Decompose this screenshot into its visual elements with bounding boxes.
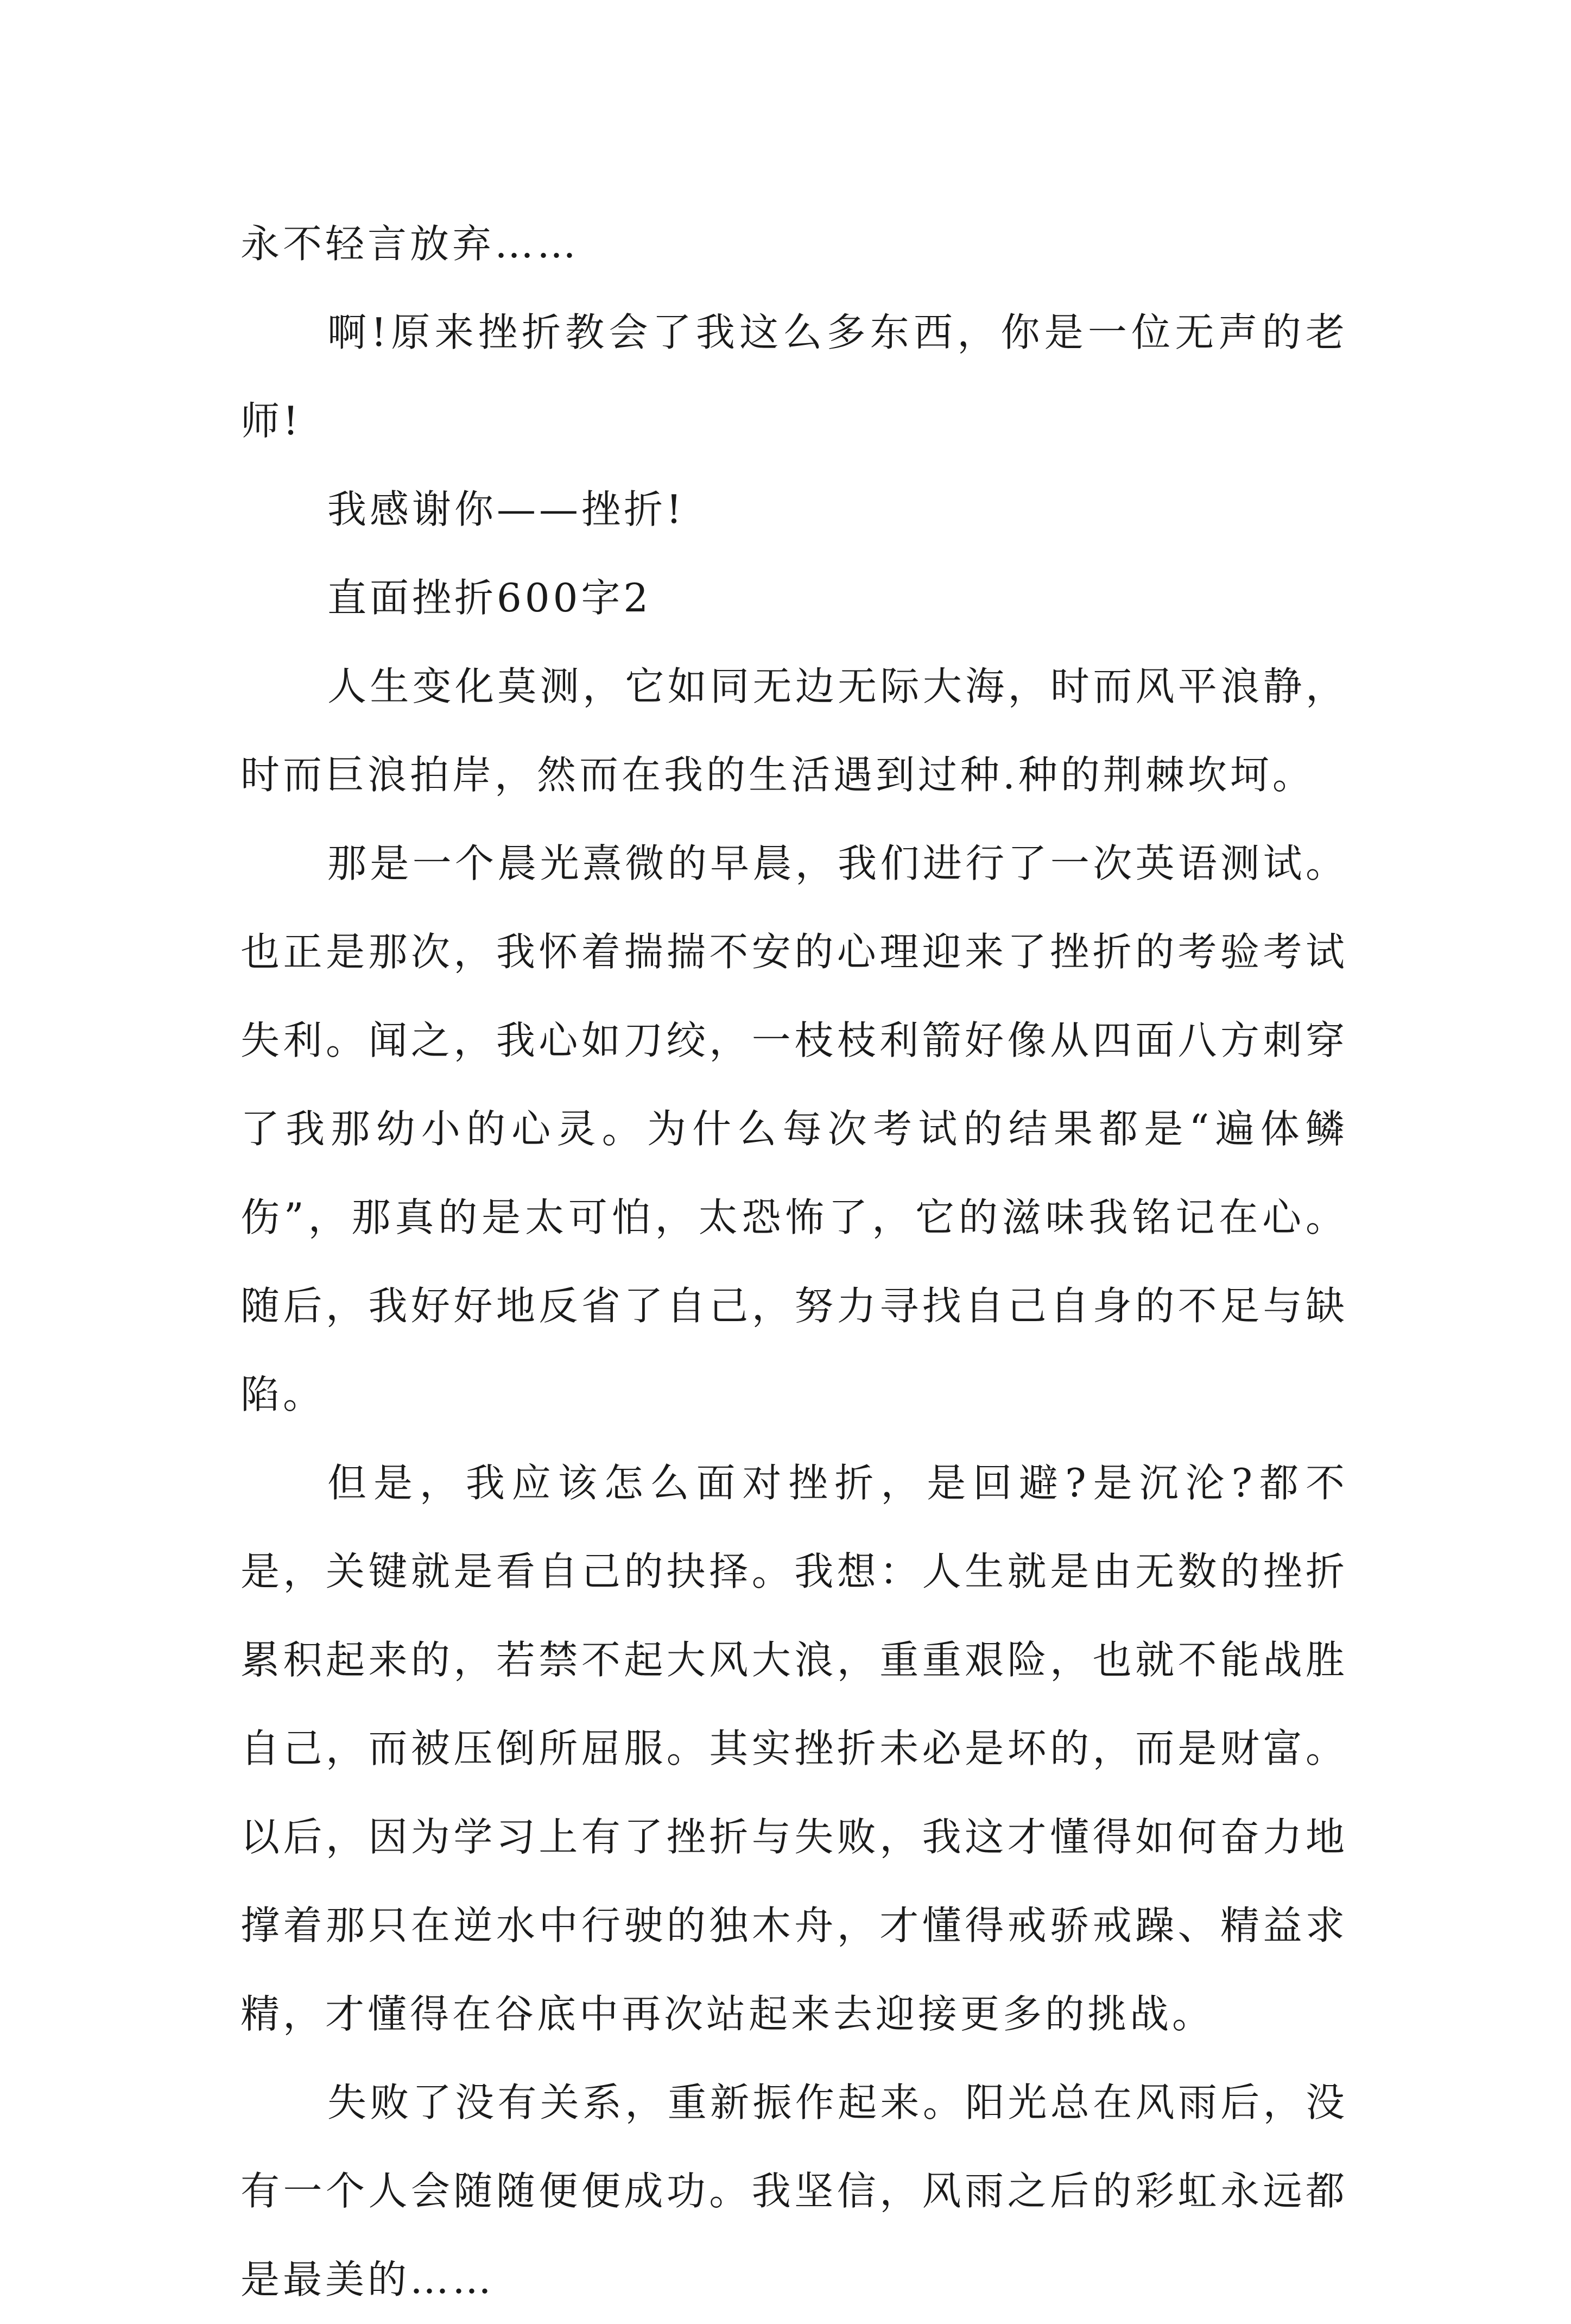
section-heading: 直面挫折600字2: [327, 575, 652, 621]
paragraph: 啊!原来挫折教会了我这么多东西，你是一位无声的老师!: [240, 310, 1348, 444]
paragraph: 失败了没有关系，重新振作起来。阳光总在风雨后，没有一个人会随随便便成功。我坚信，风雨之后的彩虹永远都是最美的……: [240, 2080, 1348, 2302]
paragraph: 人生变化莫测，它如同无边无际大海，时而风平浪静，时而巨浪拍岸，然而在我的生活遇到过种.种的荆棘坎坷。: [240, 664, 1348, 798]
paragraph: 那是一个晨光熹微的早晨，我们进行了一次英语测试。也正是那次，我怀着揣揣不安的心理迎来了挫折的考验考试失利。闻之，我心如刀绞，一枝枝利箭好像从四面八方刺穿了我那幼小的心灵。为什么每次考试的结果都是“遍体鳞伤”，那真的是太可怕，太恐怖了，它的滋味我铭记在心。随后，我好好地反省了自己，努力寻找自己自身的不足与缺陷。: [240, 841, 1348, 1417]
document-body: [240, 200, 1348, 2324]
paragraph: 但是，我应该怎么面对挫折，是回避?是沉沦?都不是，关键就是看自己的抉择。我想：人生就是由无数的挫折累积起来的，若禁不起大风大浪，重重艰险，也就不能战胜自己，而被压倒所屈服。其实挫折未必是坏的，而是财富。以后，因为学习上有了挫折与失败，我这才懂得如何奋力地撑着那只在逆水中行驶的独木舟，才懂得戒骄戒躁、精益求精，才懂得在谷底中再次站起来去迎接更多的挑战。: [240, 1460, 1348, 2037]
paragraph-continuation: 永不轻言放弃……: [240, 221, 580, 267]
paragraph: 我感谢你——挫折!: [327, 487, 685, 532]
